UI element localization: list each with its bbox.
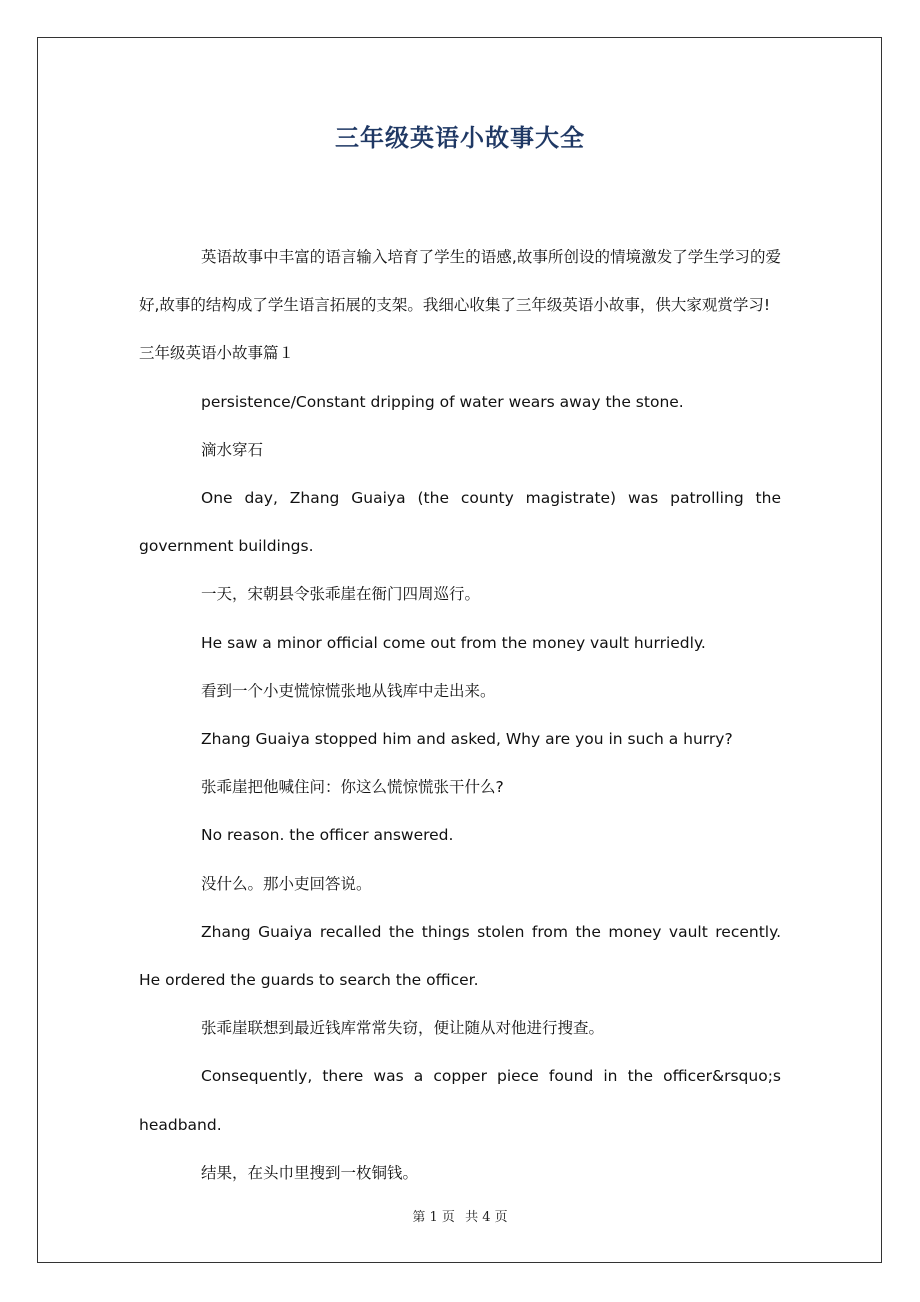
paragraph: 张乖崖把他喊住问：你这么慌惊慌张干什么? — [201, 778, 504, 797]
paragraph: Zhang Guaiya stopped him and asked, Why are you in such a hurry? — [201, 730, 733, 749]
paragraph: Zhang Guaiya recalled the things stolen from the money vault recently. He ordered the guards to search the officer. — [139, 922, 781, 990]
page-number: 第 1 页 — [412, 1210, 455, 1225]
paragraph: He saw a minor official come out from the money vault hurriedly. — [201, 633, 706, 652]
paragraph: 结果，在头巾里搜到一枚铜钱。 — [201, 1163, 419, 1182]
page-footer — [0, 1206, 920, 1225]
document-body — [139, 233, 781, 1197]
section-heading: 三年级英语小故事篇１ — [139, 344, 295, 363]
paragraph: persistence/Constant dripping of water wears away the stone. — [201, 392, 684, 411]
paragraph: No reason. the officer answered. — [201, 826, 454, 845]
paragraph: 没什么。那小吏回答说。 — [201, 874, 372, 893]
paragraph: One day, Zhang Guaiya (the county magistrate) was patrolling the government buildings. — [139, 489, 781, 556]
page-total: 共 4 页 — [465, 1210, 508, 1225]
document-title: 三年级英语小故事大全 — [335, 124, 585, 152]
paragraph: 滴水穿石 — [201, 440, 264, 459]
paragraph: 看到一个小吏慌惊慌张地从钱库中走出来。 — [201, 681, 496, 700]
paragraph: 英语故事中丰富的语言输入培育了学生的语感,故事所创设的情境激发了学生学习的爱好,故事的结构成了学生语言拓展的支架。我细心收集了三年级英语小故事，供大家观赏学习! — [139, 248, 781, 315]
paragraph: 一天，宋朝县令张乖崖在衙门四周巡行。 — [201, 585, 481, 604]
paragraph: Consequently, there was a copper piece found in the officer&rsquo;s headband. — [139, 1067, 781, 1134]
paragraph: 张乖崖联想到最近钱库常常失窃，便让随从对他进行搜查。 — [201, 1019, 605, 1038]
